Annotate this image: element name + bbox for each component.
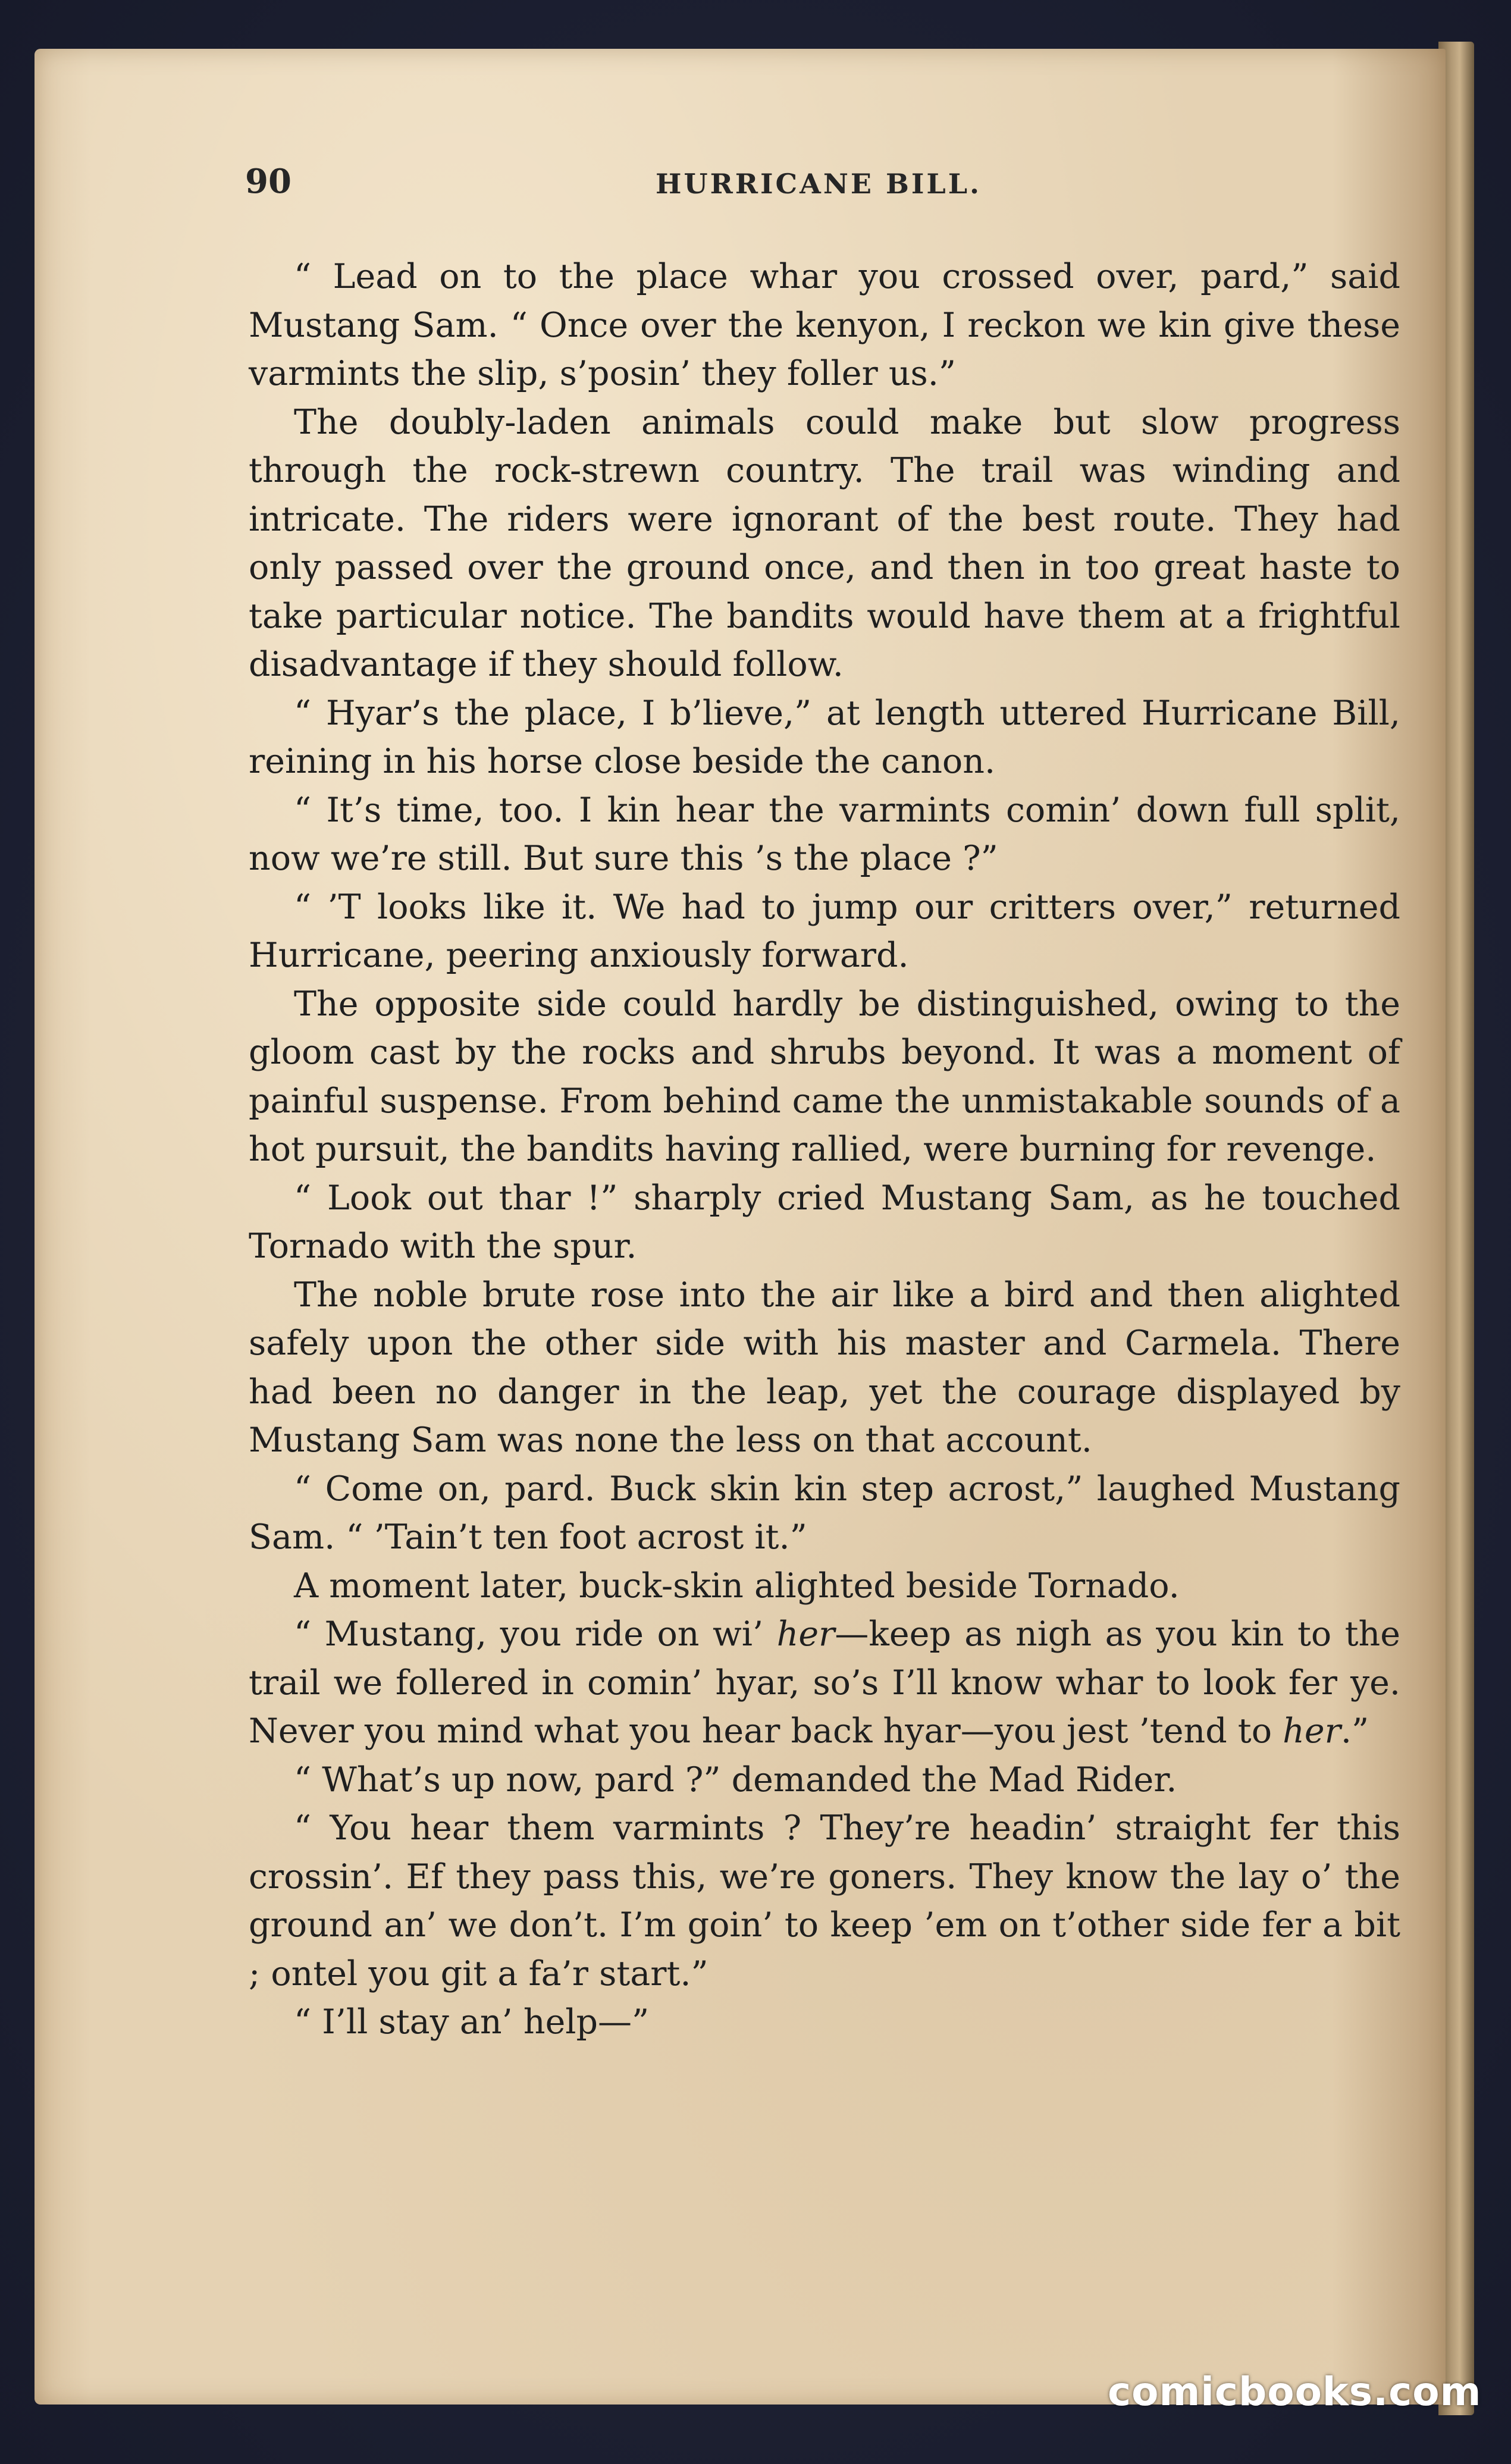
running-title: HURRICANE BILL. xyxy=(656,168,982,200)
paragraph: A moment later, buck-skin alighted beside Tornado. xyxy=(294,1566,1180,1606)
paragraph: The noble brute rose into the air like a bird and then alighted safely upon the other side with his master and Carmela. There had been no danger in the leap, yet the courage displayed by Mustang Sam was none the less on that account. xyxy=(249,1275,1400,1460)
paragraph: “ Come on, pard. Buck skin kin step acrost,” laughed Mustang Sam. “ ’Tain’t ten foot acrost it.” xyxy=(249,1469,1400,1557)
text-run: “ Mustang, you ride on wi’ xyxy=(294,1615,777,1654)
site-watermark: comicbooks.com xyxy=(1108,2369,1482,2415)
paragraph: “ I’ll stay an’ help—” xyxy=(294,2002,650,2042)
paragraph xyxy=(249,1610,1400,1756)
paragraph: “ Hyar’s the place, I b’lieve,” at length uttered Hurricane Bill, reining in his horse close beside the canon. xyxy=(249,693,1400,781)
paragraph: The doubly-laden animals could make but slow progress through the rock-strewn country. The trail was winding and intricate. The riders were ignorant of the best route. They had only passed over the ground once, and then in too great haste to take particular notice. The bandits would have them at a frightful disadvantage if they should follow. xyxy=(249,402,1400,684)
paragraph: “ Look out thar !” sharply cried Mustang Sam, as he touched Tornado with the spur. xyxy=(249,1178,1400,1266)
page-number: 90 xyxy=(245,162,291,201)
paragraph: “ What’s up now, pard ?” demanded the Mad Rider. xyxy=(294,1760,1177,1800)
running-head xyxy=(245,162,1411,203)
text-run: —keep as nigh as you kin to the trail we follered in comin’ hyar, so’s I’ll know whar to look fer ye. Never you mind what you hear back hyar—you jest ’tend to xyxy=(249,1615,1400,1751)
italic-run: her xyxy=(1283,1711,1341,1751)
text-run: .” xyxy=(1340,1711,1369,1751)
page-body-text xyxy=(249,253,1400,2047)
italic-run: her xyxy=(776,1615,835,1654)
paragraph: “ You hear them varmints ? They’re headin’ straight fer this crossin’. Ef they pass this, we’re goners. They know the lay o’ the ground an’ we don’t. I’m goin’ to keep ’em on t’other side fer a bit ; ontel you git a fa’r start.” xyxy=(249,1808,1400,1993)
paragraph: “ Lead on to the place whar you crossed over, pard,” said Mustang Sam. “ Once over the kenyon, I reckon we kin give these varmints the slip, s’posin’ they foller us.” xyxy=(249,257,1400,393)
paragraph: The opposite side could hardly be distinguished, owing to the gloom cast by the rocks and shrubs beyond. It was a moment of painful suspense. From behind came the unmistakable sounds of a hot pursuit, the bandits having rallied, were burning for revenge. xyxy=(249,984,1400,1169)
paragraph: “ It’s time, too. I kin hear the varmints comin’ down full split, now we’re still. But sure this ’s the place ?” xyxy=(249,790,1400,878)
paragraph: “ ’T looks like it. We had to jump our critters over,” returned Hurricane, peering anxiously forward. xyxy=(249,887,1400,975)
